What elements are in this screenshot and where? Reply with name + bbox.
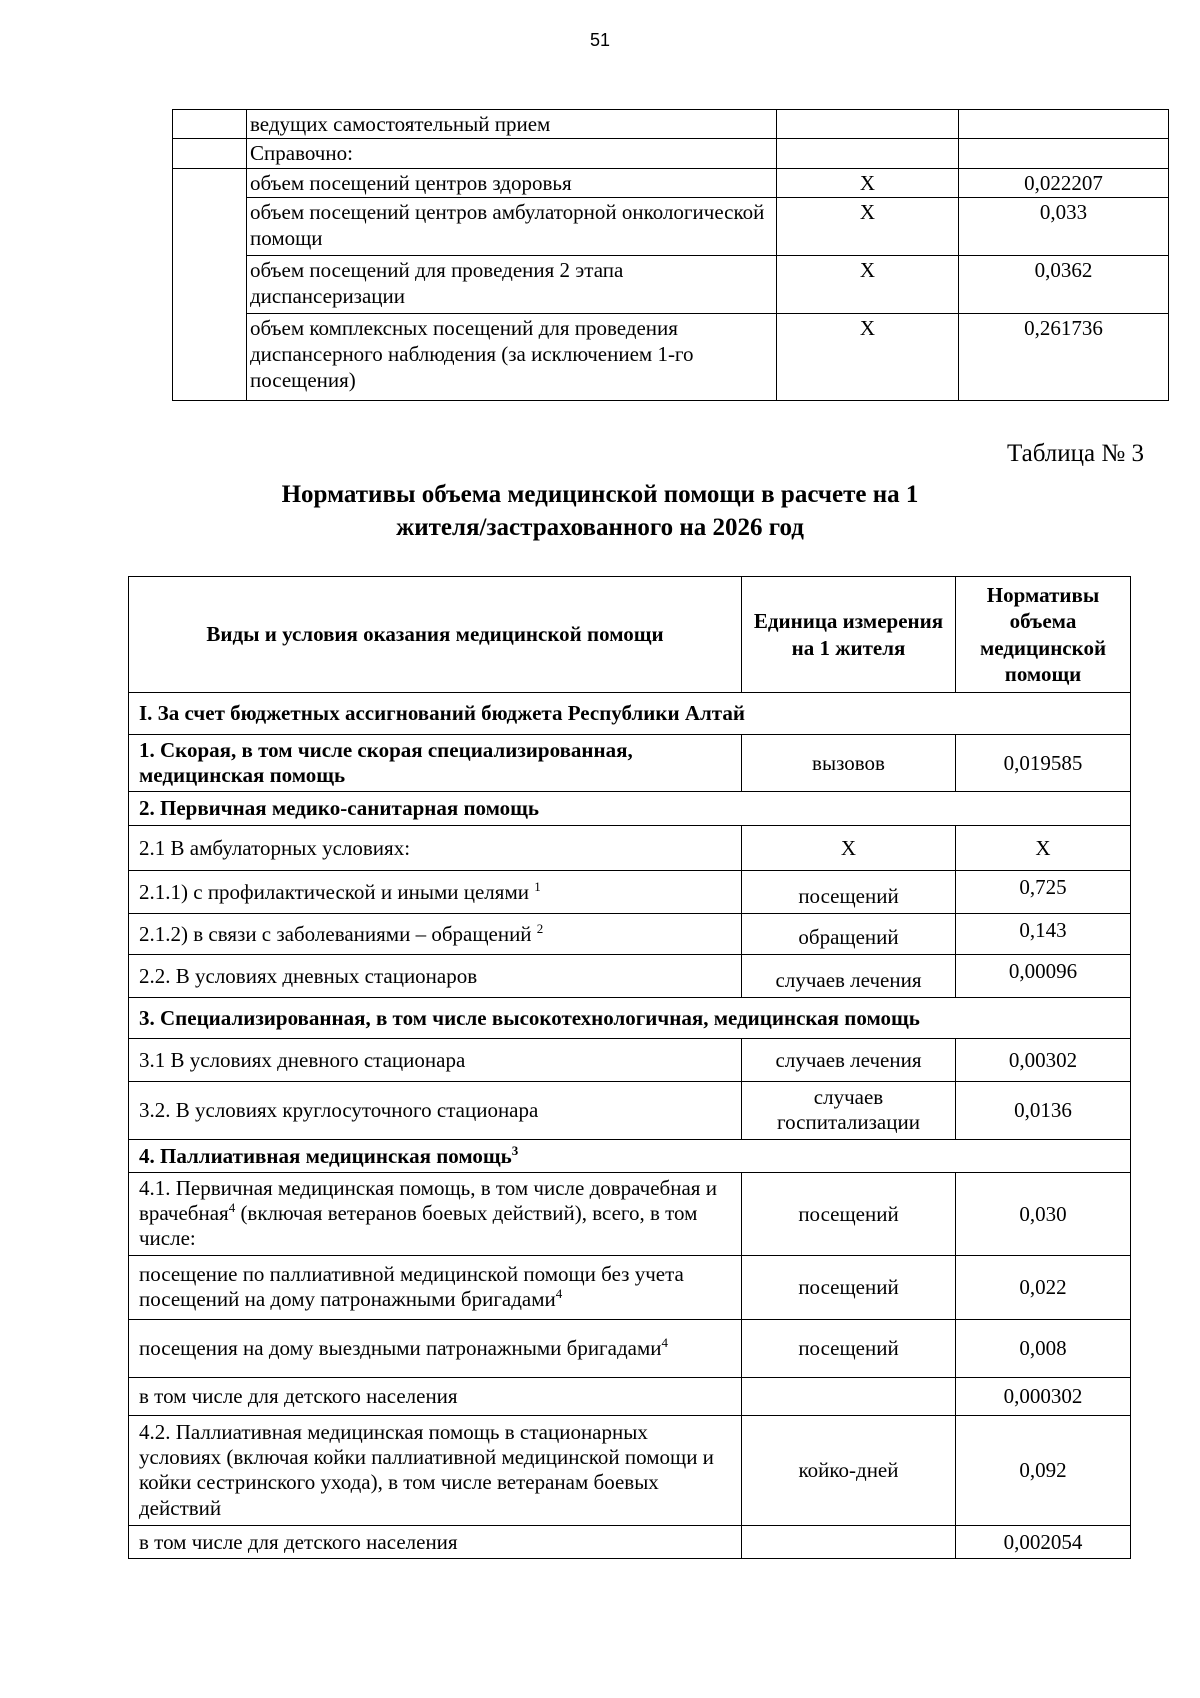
row-value: 0,019585: [956, 735, 1131, 792]
section-2-title: 2. Первичная медико-санитарная помощь: [129, 792, 1131, 825]
table-row: [173, 197, 1169, 255]
table-row: [129, 1319, 1131, 1377]
row-name: 2.1 В амбулаторных условиях:: [129, 825, 742, 870]
row-unit: Х: [777, 197, 959, 255]
row-value: 0,022: [956, 1255, 1131, 1319]
table-row: [173, 313, 1169, 400]
row-unit: вызовов: [742, 735, 956, 792]
header-unit: Единица измерения на 1 жителя: [742, 577, 956, 693]
footnote-mark: 4: [555, 1286, 563, 1302]
row-name: Справочно:: [247, 139, 777, 168]
table-row: [129, 1525, 1131, 1558]
section-4-title-cell: [129, 1139, 1131, 1172]
footnote-mark: 4: [228, 1200, 236, 1216]
footnote-mark: 2: [536, 920, 544, 936]
row-unit: Х: [777, 313, 959, 400]
row-value: Х: [956, 825, 1131, 870]
row-value: 0,008: [956, 1319, 1131, 1377]
row-name: посещения на дому выездными патронажными бригадами: [139, 1335, 662, 1360]
row-name-continued: (включая ветеранов боевых действий), всего, в том числе:: [139, 1201, 698, 1251]
normatives-table: [128, 576, 1131, 1559]
table-row: [129, 1415, 1131, 1525]
row-value: 0,0136: [956, 1081, 1131, 1139]
table-row: [173, 139, 1169, 168]
row-unit: [742, 1377, 956, 1415]
row-value: [959, 139, 1169, 168]
footnote-mark: 4: [661, 1334, 669, 1350]
table-row: [173, 110, 1169, 139]
table-row: [129, 1038, 1131, 1081]
row-value: 0,030: [956, 1172, 1131, 1255]
row-name: в том числе для детского населения: [129, 1525, 742, 1558]
section-row: [129, 997, 1131, 1038]
row-value: 0,002054: [956, 1525, 1131, 1558]
row-unit: посещений: [742, 1319, 956, 1377]
table-title: [0, 478, 1200, 545]
row-value: 0,000302: [956, 1377, 1131, 1415]
row-value: [959, 110, 1169, 139]
row-number-cell: [173, 110, 247, 139]
table-caption: Таблица № 3: [1006, 440, 1144, 467]
row-value: 0,022207: [959, 168, 1169, 197]
footnote-mark: 3: [511, 1142, 519, 1158]
section-4-title: 4. Паллиативная медицинская помощь: [139, 1143, 512, 1168]
table-row: [129, 913, 1131, 954]
row-unit: случаев лечения: [742, 1038, 956, 1081]
row-value: 0,0362: [959, 255, 1169, 313]
row-unit: [777, 139, 959, 168]
row-unit: [742, 1525, 956, 1558]
table-row: [173, 168, 1169, 197]
row-unit: Х: [777, 255, 959, 313]
footnote-mark: 1: [534, 878, 541, 894]
row-name: посещение по паллиативной медицинской помощи без учета посещений на дому патронажными бригадами: [139, 1262, 684, 1312]
title-line-2: жителя/застрахованного на 2026 год: [396, 514, 804, 542]
row-unit: обращений: [742, 913, 956, 954]
row-unit: посещений: [742, 870, 956, 913]
table-row: [129, 735, 1131, 792]
table-row: [129, 1172, 1131, 1255]
row-value: 0,092: [956, 1415, 1131, 1525]
row-unit: [777, 110, 959, 139]
section-row: [129, 792, 1131, 825]
row-value: 0,143: [956, 913, 1131, 954]
row-value: 0,00096: [956, 954, 1131, 997]
section-1-title: I. За счет бюджетных ассигнований бюджета Республики Алтай: [129, 693, 1131, 735]
row-name: 2.1.2) в связи с заболеваниями – обращений: [139, 921, 532, 946]
row-name-cell: [129, 1172, 742, 1255]
row-unit: Х: [777, 168, 959, 197]
table-row: [129, 1081, 1131, 1139]
row-unit: случаев лечения: [742, 954, 956, 997]
table-row: [129, 1255, 1131, 1319]
section-row: [129, 693, 1131, 735]
table-row: [173, 255, 1169, 313]
row-unit: койко-дней: [742, 1415, 956, 1525]
row-name: 3.1 В условиях дневного стационара: [129, 1038, 742, 1081]
section-3-title: 3. Специализированная, в том числе высокотехнологичная, медицинская помощь: [129, 997, 1131, 1038]
row-name-cell: [129, 1319, 742, 1377]
section-row: [129, 1139, 1131, 1172]
row-number-cell: [173, 139, 247, 168]
row-unit: случаев госпитализации: [742, 1081, 956, 1139]
header-normative: Нормативы объема медицинской помощи: [956, 577, 1131, 693]
row-name: 4.1. Первичная медицинская помощь, в том числе доврачебная и врачебная: [139, 1176, 717, 1226]
header-types: Виды и условия оказания медицинской помощи: [129, 577, 742, 693]
row-number-cell: [173, 168, 247, 400]
row-value: 0,261736: [959, 313, 1169, 400]
row-name: 2.1.1) с профилактической и иными целями: [139, 879, 529, 904]
row-name: в том числе для детского населения: [129, 1377, 742, 1415]
table-row: [129, 954, 1131, 997]
row-name-cell: [129, 1255, 742, 1319]
row-name: ведущих самостоятельный прием: [247, 110, 777, 139]
table-row: [129, 870, 1131, 913]
title-line-1: Нормативы объема медицинской помощи в расчете на 1: [281, 481, 919, 508]
row-value: 0,033: [959, 197, 1169, 255]
page-number: 51: [589, 30, 611, 50]
continuation-table: [172, 109, 1169, 401]
row-name: объем посещений центров здоровья: [247, 168, 777, 197]
table-row: [129, 825, 1131, 870]
row-name-cell: [129, 913, 742, 954]
row-name: объем посещений центров амбулаторной онкологической помощи: [247, 197, 777, 255]
row-unit: посещений: [742, 1172, 956, 1255]
row-value: 0,725: [956, 870, 1131, 913]
row-name-cell: [129, 870, 742, 913]
row-value: 0,00302: [956, 1038, 1131, 1081]
header-row: [129, 577, 1131, 693]
row-name: объем посещений для проведения 2 этапа диспансеризации: [247, 255, 777, 313]
row-name: 4.2. Паллиативная медицинская помощь в стационарных условиях (включая койки паллиативной медицинской помощи и койки сестринского ухода), в том числе ветеранам боевых действий: [129, 1415, 742, 1525]
row-unit: Х: [742, 825, 956, 870]
row-unit: посещений: [742, 1255, 956, 1319]
table-row: [129, 1377, 1131, 1415]
row-name: 2.2. В условиях дневных стационаров: [129, 954, 742, 997]
row-name: 1. Скорая, в том числе скорая специализированная, медицинская помощь: [129, 735, 742, 792]
row-name: 3.2. В условиях круглосуточного стационара: [129, 1081, 742, 1139]
row-name: объем комплексных посещений для проведения диспансерного наблюдения (за исключением 1-го посещения): [247, 313, 777, 400]
